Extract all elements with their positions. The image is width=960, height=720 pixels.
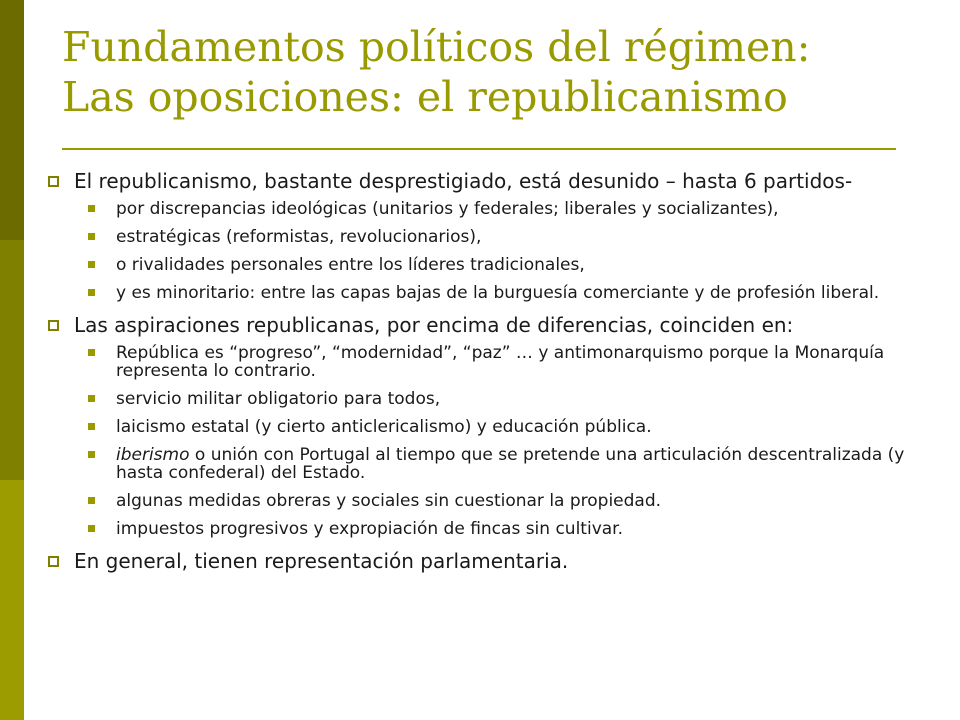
square-sub-bullet-icon	[88, 451, 95, 458]
bullet-text: Las aspiraciones republicanas, por encima de diferencias, coinciden en:	[74, 313, 794, 337]
square-bullet-icon	[48, 320, 59, 331]
bullet-text: En general, tienen representación parlamentaria.	[74, 549, 569, 573]
slide-title	[62, 22, 942, 122]
side-bar-segment-light	[0, 480, 24, 720]
sub-bullet-text: y es minoritario: entre las capas bajas de la burguesía comerciante y de profesión liberal.	[116, 283, 880, 303]
sub-bullet-item	[74, 390, 948, 408]
sub-bullet-item	[74, 228, 948, 246]
sub-bullet-text: laicismo estatal (y cierto anticlericalismo) y educación pública.	[116, 417, 652, 437]
square-bullet-icon	[48, 176, 59, 187]
title-divider	[62, 148, 896, 150]
iberismo-rest: o unión con Portugal al tiempo que se pretende una articulación descentralizada (y hasta confederal) del Estado.	[116, 445, 905, 483]
sub-bullet-text: o rivalidades personales entre los líderes tradicionales,	[116, 255, 585, 275]
square-sub-bullet-icon	[88, 395, 95, 402]
square-sub-bullet-icon	[88, 205, 95, 212]
sub-bullet-item	[74, 492, 948, 510]
sub-bullet-text: por discrepancias ideológicas (unitarios y federales; liberales y socializantes),	[116, 199, 779, 219]
sub-bullet-text: algunas medidas obreras y sociales sin cuestionar la propiedad.	[116, 491, 662, 511]
square-sub-bullet-icon	[88, 289, 95, 296]
square-sub-bullet-icon	[88, 423, 95, 430]
side-bar-segment-dark	[0, 0, 24, 240]
sub-bullet-item	[74, 344, 948, 380]
sub-bullet-item	[74, 446, 948, 482]
sub-bullet-item	[74, 256, 948, 274]
sub-bullet-text: estratégicas (reformistas, revolucionarios),	[116, 227, 482, 247]
sub-bullet-item	[74, 418, 948, 436]
sub-bullet-item	[74, 284, 948, 302]
sub-bullet-item	[74, 520, 948, 538]
square-sub-bullet-icon	[88, 497, 95, 504]
slide-title-line-2: Las oposiciones: el republicanismo	[62, 73, 788, 121]
sub-bullet-text: República es “progreso”, “modernidad”, “paz” … y antimonarquismo porque la Monarquía representa lo contrario.	[116, 343, 885, 381]
side-bar-segment-mid	[0, 240, 24, 480]
side-color-bar	[0, 0, 24, 720]
slide-title-line-1: Fundamentos políticos del régimen:	[62, 23, 811, 71]
bullet-item	[48, 548, 948, 574]
sub-bullet-text: servicio militar obligatorio para todos,	[116, 389, 441, 409]
sub-bullet-text: impuestos progresivos y expropiación de fincas sin cultivar.	[116, 519, 624, 539]
square-sub-bullet-icon	[88, 525, 95, 532]
square-sub-bullet-icon	[88, 233, 95, 240]
square-sub-bullet-icon	[88, 261, 95, 268]
square-bullet-icon	[48, 556, 59, 567]
sub-bullet-text	[116, 445, 904, 483]
bullet-text: El republicanismo, bastante desprestigiado, está desunido – hasta 6 partidos-	[74, 169, 853, 193]
square-sub-bullet-icon	[88, 349, 95, 356]
slide-body	[48, 168, 948, 580]
sub-bullet-item	[74, 200, 948, 218]
iberismo-italic: iberismo	[116, 445, 190, 465]
bullet-item	[48, 168, 948, 194]
bullet-item	[48, 312, 948, 338]
